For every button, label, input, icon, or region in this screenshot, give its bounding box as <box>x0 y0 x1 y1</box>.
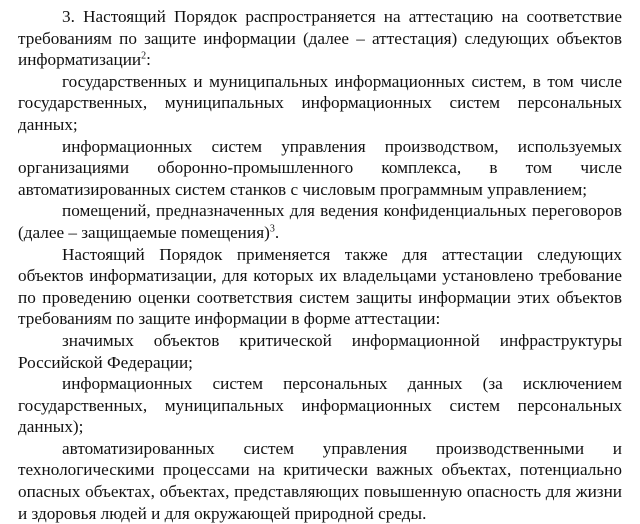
paragraph-text: значимых объектов критической информационной инфраструктуры Российской Федерации; <box>18 330 622 372</box>
paragraph-text: 3. Настоящий Порядок распространяется на аттестацию на соответствие требованиям по защите информации (далее – аттестация) следующих объектов информатизации <box>18 7 622 70</box>
paragraph-text: Настоящий Порядок применяется также для аттестации следующих объектов информатизации, для которых их владельцами установлено требование по проведению оценки соответствия систем защиты информации этих объектов требованиям по защите информации в форме аттестации: <box>18 244 622 329</box>
list-item-protected-rooms <box>18 200 622 243</box>
list-item-personal-data-systems <box>18 373 622 438</box>
paragraph-text: государственных и муниципальных информационных систем, в том числе государственных, муниципальных информационных систем персональных данных; <box>18 71 622 134</box>
paragraph-scope <box>18 6 622 71</box>
paragraph-text: помещений, предназначенных для ведения конфиденциальных переговоров (далее – защищаемые помещения) <box>18 201 622 242</box>
list-item-automated-control-systems <box>18 438 622 524</box>
paragraph-text: информационных систем персональных данных (за исключением государственных, муниципальных информационных систем персональных данных); <box>18 374 622 437</box>
footnote-ref[interactable]: 2 <box>141 50 147 62</box>
paragraph-text: автоматизированных систем управления производственными и технологическими процессами на критически важных объектах, потенциально опасных объектах, объектах, представляющих повышенную опасность для жизни и здоровья людей и для окружающей природной среды. <box>18 438 622 523</box>
footnote-ref[interactable]: 3 <box>269 223 275 235</box>
list-item-production-systems <box>18 136 622 201</box>
list-item-critical-infrastructure <box>18 330 622 373</box>
paragraph-tail: . <box>274 222 280 242</box>
paragraph-also-applies <box>18 244 622 330</box>
paragraph-tail: : <box>146 50 151 70</box>
paragraph-text: информационных систем управления производством, используемых организациями оборонно-промышленного комплекса, в том числе автоматизированных систем станков с числовым программным управлением; <box>18 136 622 199</box>
list-item-state-systems <box>18 71 622 136</box>
document-body <box>18 6 622 524</box>
